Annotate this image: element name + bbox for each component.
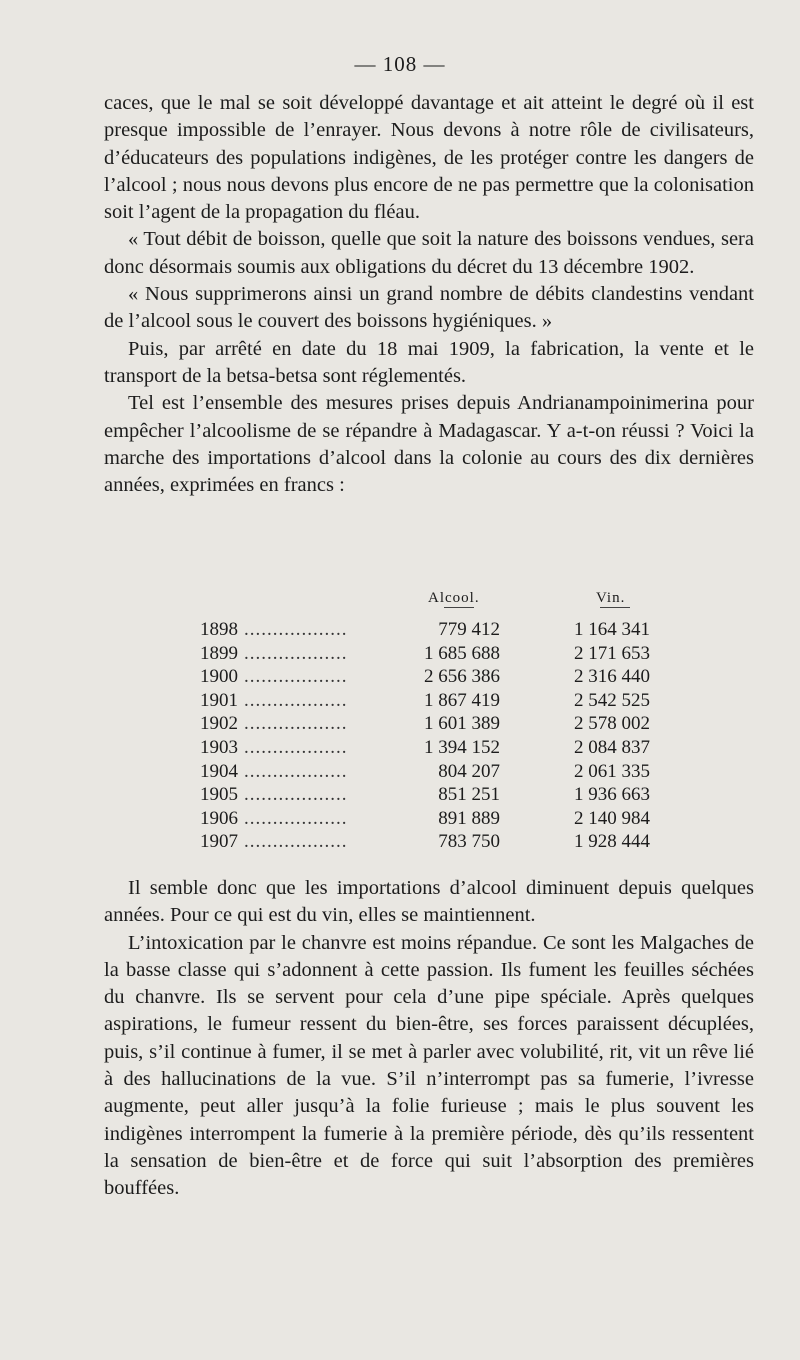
table-row (200, 760, 656, 784)
alcool-value: 2 656 386 (424, 666, 500, 688)
dot-leader: .................. (244, 784, 348, 806)
dot-leader: .................. (244, 666, 348, 688)
dot-leader: .................. (244, 760, 348, 782)
table-row (200, 618, 656, 642)
dot-leader: .................. (244, 713, 348, 735)
alcool-value: 783 750 (438, 831, 500, 853)
alcool-value: 851 251 (438, 784, 500, 806)
body-text-after-table (104, 875, 754, 1203)
dot-leader: .................. (244, 736, 348, 758)
table-row (200, 665, 656, 689)
alcool-value: 804 207 (438, 760, 500, 782)
year-cell: 1902 (200, 713, 238, 735)
paragraph: L’intoxication par le chanvre est moins répandue. Ce sont les Malgaches de la basse classe qui s’adonnent à cette passion. Ils fument les feuilles séchées du chanvre. Ils se servent pour cela d’une pipe spéciale. Après quelques aspirations, le fumeur ressent du bien-être, ses forces paraissent décuplées, puis, s’il continue à fumer, il se met à parler avec volubilité, rit, vit un rêve lié à des hallucinations de la vue. S’il n’interrompt pas sa fumerie, l’ivresse augmente, peut aller jusqu’à la folie furieuse ; mais le plus souvent les indigènes interrompent la fumerie à la première période, dès qu’ils ressentent la sensation de bien-être et de force qui suit l’absorption des premières bouffées. (104, 931, 754, 1200)
import-table (200, 590, 656, 854)
year-cell: 1903 (200, 736, 238, 758)
table-header (200, 590, 656, 618)
alcool-value: 1 867 419 (424, 689, 500, 711)
vin-value: 2 316 440 (574, 666, 650, 688)
vin-value: 2 171 653 (574, 642, 650, 664)
dot-leader: .................. (244, 807, 348, 829)
table-body (200, 618, 656, 854)
year-cell: 1900 (200, 666, 238, 688)
vin-value: 2 542 525 (574, 689, 650, 711)
body-text-before-table (104, 90, 754, 499)
dot-leader: .................. (244, 831, 348, 853)
table-row (200, 830, 656, 854)
year-cell: 1906 (200, 807, 238, 829)
vin-value: 2 140 984 (574, 807, 650, 829)
paragraph: Tel est l’ensemble des mesures prises depuis Andrianampoinimerina pour empêcher l’alcoolisme de se répandre à Madagascar. Y a-t-on réussi ? Voici la marche des importations d’alcool dans la colonie au cours des dix dernières années, exprimées en francs : (104, 392, 754, 497)
year-cell: 1898 (200, 619, 238, 640)
dot-leader: .................. (244, 642, 348, 664)
year-cell: 1904 (200, 760, 238, 782)
alcool-value: 779 412 (438, 619, 500, 640)
column-header-alcool: Alcool. (428, 590, 480, 606)
vin-value: 1 164 341 (574, 619, 650, 640)
column-header-vin: Vin. (596, 590, 626, 606)
paragraph: « Nous supprimerons ainsi un grand nombre de débits clandestins vendant de l’alcool sous le couvert des boissons hygiéniques. » (104, 283, 754, 333)
table-row (200, 807, 656, 831)
alcool-value: 1 685 688 (424, 642, 500, 664)
page-number: — 108 — (354, 52, 446, 76)
year-cell: 1907 (200, 831, 238, 853)
table-row (200, 689, 656, 713)
table-row (200, 712, 656, 736)
paragraph: Puis, par arrêté en date du 18 mai 1909, la fabrication, la vente et le transport de la betsa-betsa sont réglementés. (104, 337, 754, 387)
table-row (200, 783, 656, 807)
header-rule (600, 607, 630, 608)
paragraph: caces, que le mal se soit développé davantage et ait atteint le degré où il est presque impossible de l’enrayer. Nous devons à notre rôle de civilisateurs, d’éducateurs des populations indigènes, de les protéger contre les dangers de l’alcool ; nous nous devons plus encore de ne pas permettre que la colonisation soit l’agent de la propagation du fléau. (104, 92, 754, 224)
vin-value: 1 928 444 (574, 831, 650, 853)
vin-value: 2 061 335 (574, 760, 650, 782)
vin-value: 2 578 002 (574, 713, 650, 735)
table-row (200, 736, 656, 760)
alcool-value: 1 394 152 (424, 736, 500, 758)
alcool-value: 1 601 389 (424, 713, 500, 735)
year-cell: 1905 (200, 784, 238, 806)
dot-leader: .................. (244, 619, 348, 640)
year-cell: 1901 (200, 689, 238, 711)
header-rule (444, 607, 474, 608)
vin-value: 2 084 837 (574, 736, 650, 758)
paragraph: Il semble donc que les importations d’alcool diminuent depuis quelques années. Pour ce qui est du vin, elles se maintiennent. (104, 877, 754, 927)
vin-value: 1 936 663 (574, 784, 650, 806)
alcool-value: 891 889 (438, 807, 500, 829)
year-cell: 1899 (200, 642, 238, 664)
dot-leader: .................. (244, 689, 348, 711)
table-row (200, 642, 656, 666)
paragraph: « Tout débit de boisson, quelle que soit la nature des boissons vendues, sera donc désormais soumis aux obligations du décret du 13 décembre 1902. (104, 228, 754, 278)
